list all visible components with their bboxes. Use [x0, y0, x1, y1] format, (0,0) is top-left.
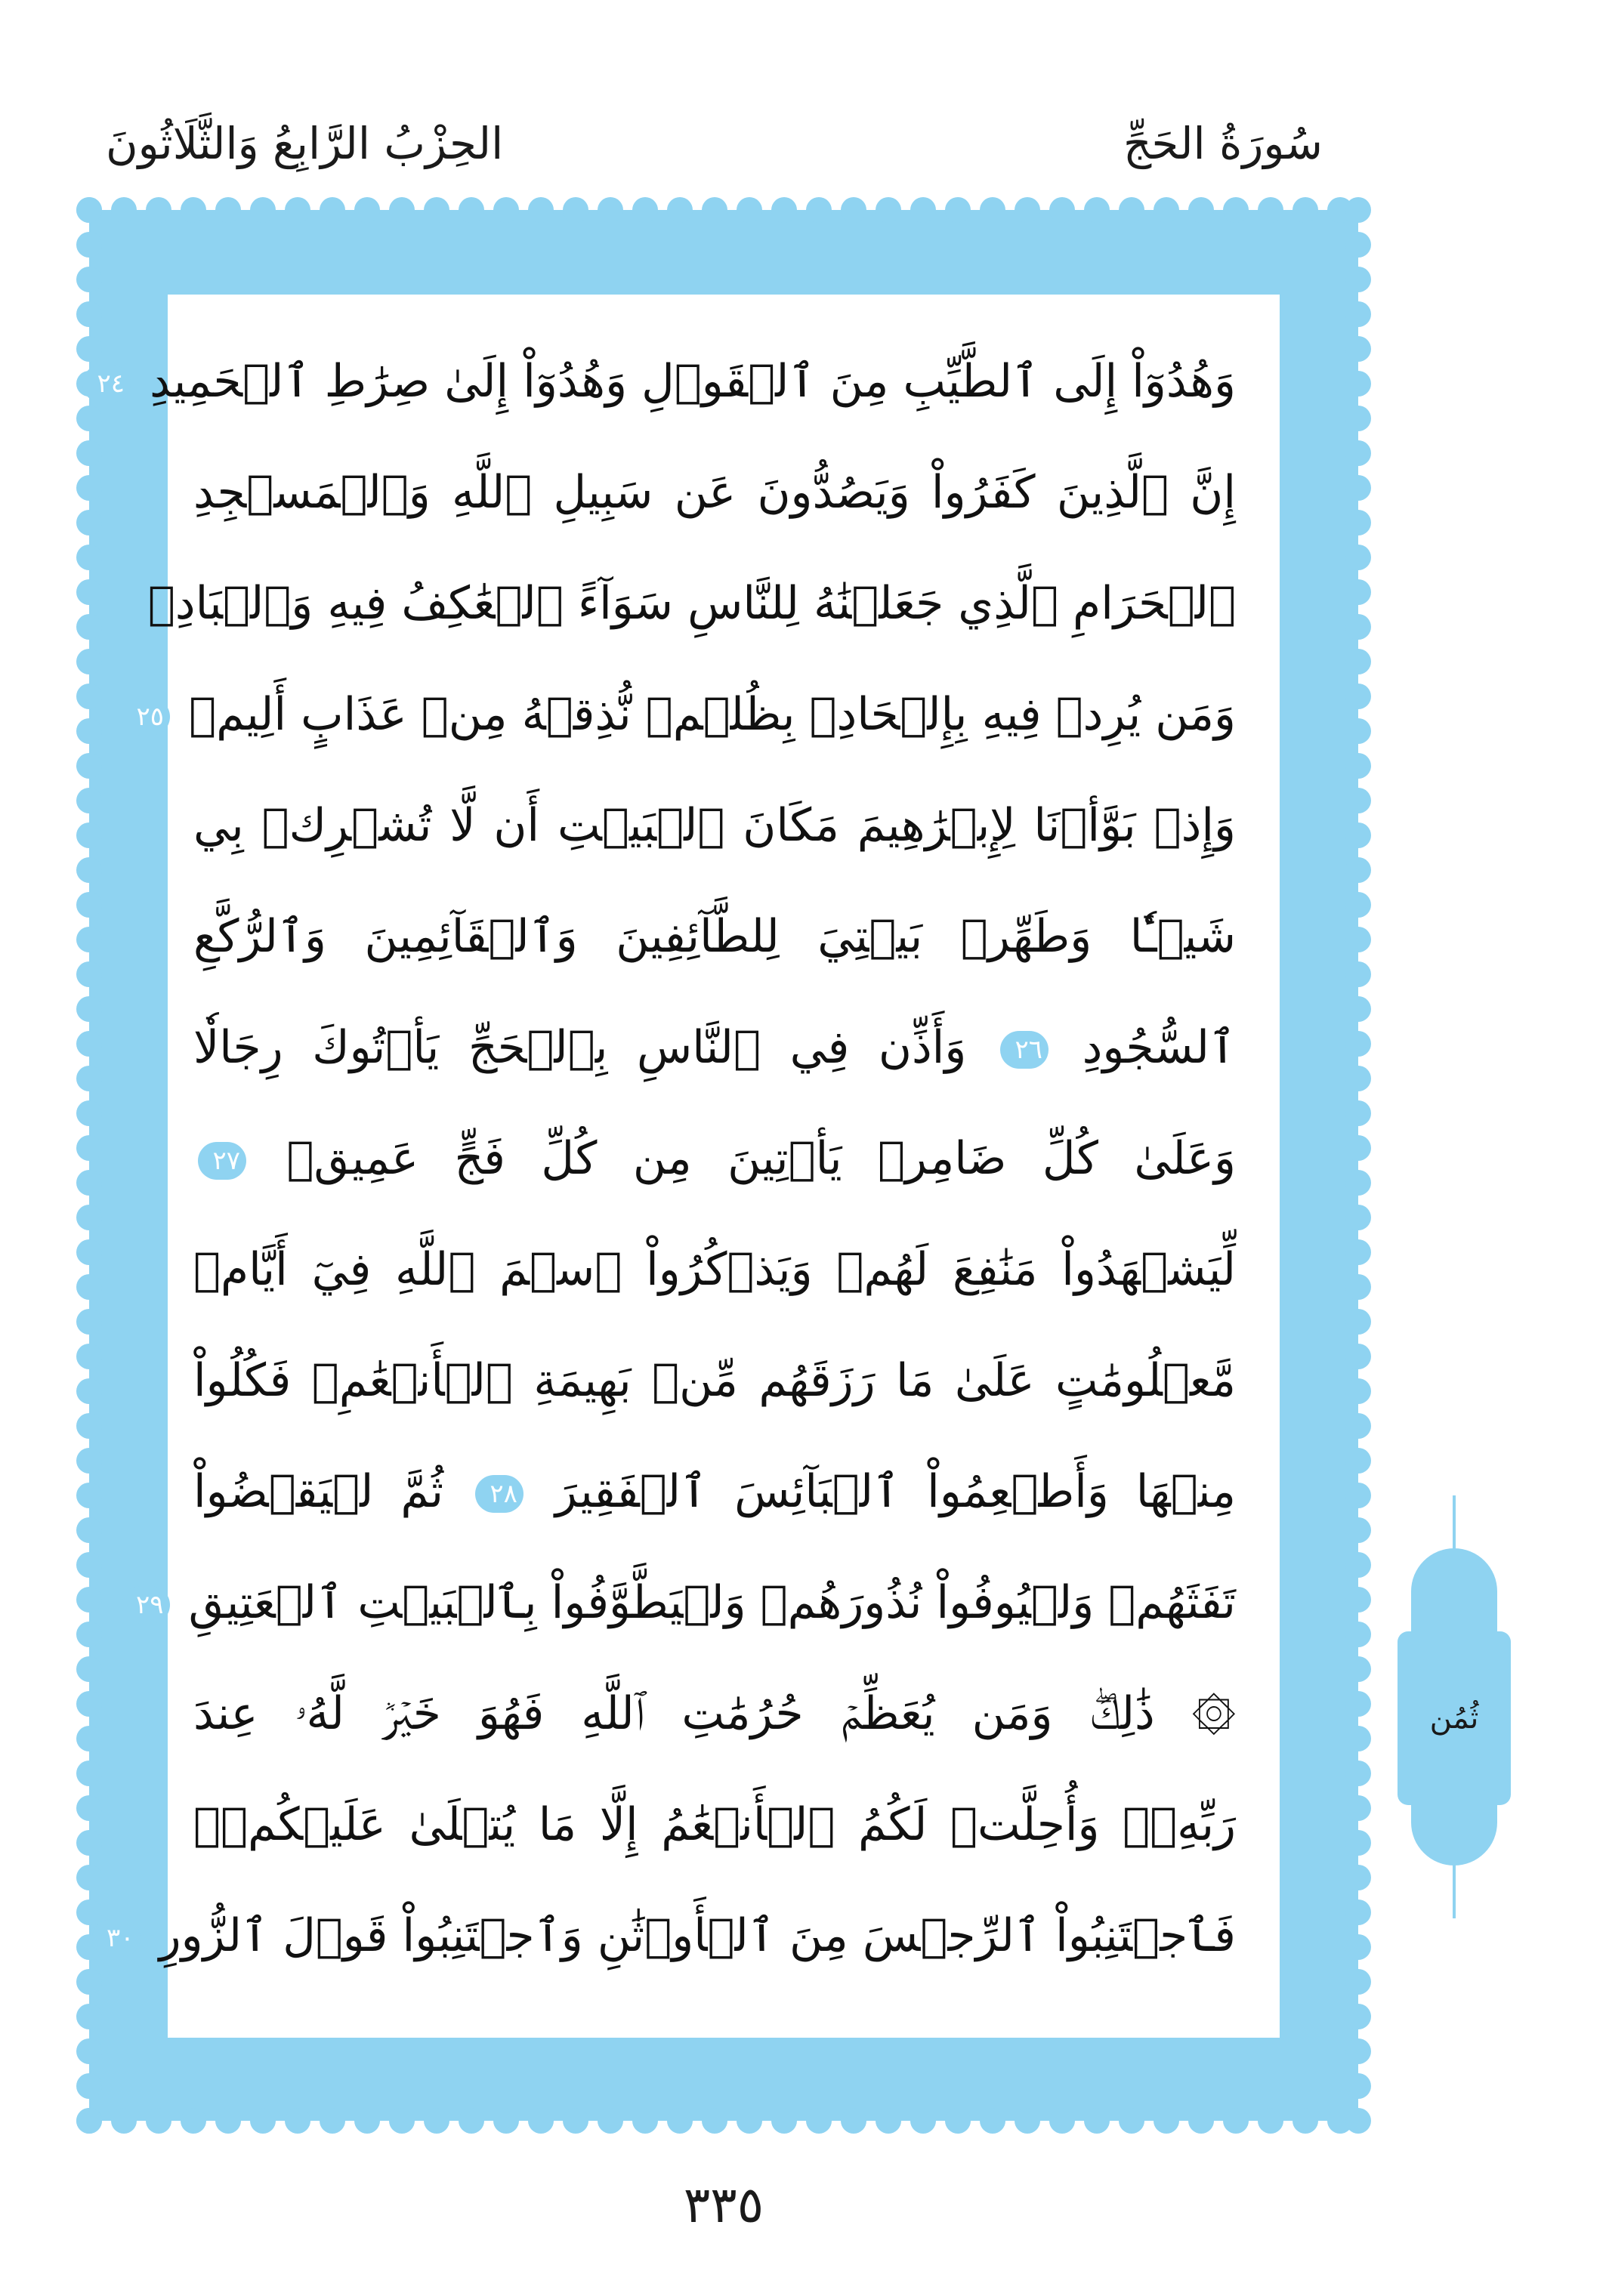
frame-scallop [389, 197, 415, 223]
ayah-line [193, 1343, 1236, 1418]
frame-scallop [76, 1587, 102, 1612]
frame-scallop [76, 1865, 102, 1890]
frame-scallop [1345, 475, 1371, 501]
ayah-line [136, 1565, 1236, 1640]
frame-scallop [76, 1830, 102, 1856]
frame-scallop [1345, 1378, 1371, 1404]
frame-scallop [320, 2108, 345, 2134]
frame-scallop [702, 197, 727, 223]
frame-scallop [1345, 961, 1371, 987]
frame-scallop [1345, 718, 1371, 744]
marker-stem-top [1453, 1495, 1456, 1556]
frame-scallop [76, 1483, 102, 1508]
frame-scallop [1188, 197, 1214, 223]
frame-scallop [1258, 2108, 1283, 2134]
ayah-number-marker: ٣٠ [92, 1919, 141, 1957]
frame-scallop [76, 1100, 102, 1126]
frame-scallop [1345, 788, 1371, 813]
frame-scallop [980, 197, 1005, 223]
frame-scallop [285, 197, 310, 223]
frame-scallop [1345, 1100, 1371, 1126]
frame-scallop [806, 197, 832, 223]
frame-scallop [1345, 1483, 1371, 1508]
frame-scallop [146, 197, 171, 223]
thumun-marker [1398, 1495, 1511, 1918]
frame-scallop [1345, 301, 1371, 327]
frame-scallop [76, 684, 102, 709]
ayah-number-marker: ٢٩ [122, 1586, 170, 1624]
frame-scallop [1345, 1205, 1371, 1230]
frame-scallop [146, 2108, 171, 2134]
frame-scallop [459, 197, 484, 223]
frame-scallop [945, 2108, 971, 2134]
frame-scallop [632, 2108, 658, 2134]
frame-scallop [1293, 2108, 1318, 2134]
frame-scallop [980, 2108, 1005, 2134]
frame-scallop [389, 2108, 415, 2134]
frame-scallop [1119, 197, 1144, 223]
frame-scallop [1223, 197, 1249, 223]
frame-scallop [1345, 1587, 1371, 1612]
frame-scallop [76, 1066, 102, 1091]
frame-scallop [1345, 996, 1371, 1022]
frame-scallop [1345, 1448, 1371, 1474]
frame-scallop [1345, 1066, 1371, 1091]
frame-scallop [1345, 1969, 1371, 1995]
frame-scallop [354, 2108, 380, 2134]
frame-scallop [1345, 2038, 1371, 2064]
frame-scallop [1049, 2108, 1075, 2134]
ayah-line [193, 1454, 1236, 1529]
frame-scallop [1345, 649, 1371, 674]
frame-scallop [1345, 1795, 1371, 1821]
frame-scallop [181, 197, 206, 223]
line-text: وَهُدُوٓاْ إِلَى ٱلطَّيِّبِ مِنَ ٱلۡقَوۡلِ وَهُدُوٓاْ إِلَىٰ صِرَٰطِ ٱلۡحَمِيدِ [150, 355, 1236, 408]
ayah-number-marker: ٢٨ [475, 1475, 523, 1513]
frame-scallop [76, 1691, 102, 1717]
frame-scallop [1345, 1830, 1371, 1856]
frame-scallop [76, 232, 102, 258]
frame-scallop [771, 2108, 797, 2134]
frame-scallop [215, 2108, 241, 2134]
frame-scallop [76, 1205, 102, 1230]
frame-scallop [1293, 197, 1318, 223]
frame-scallop [76, 1309, 102, 1335]
ayah-number-marker: ٢٧ [198, 1142, 246, 1180]
frame-scallop [667, 2108, 693, 2134]
frame-scallop [528, 197, 554, 223]
page-number: ٣٣٥ [683, 2176, 764, 2234]
frame-scallop [771, 197, 797, 223]
frame-scallop [76, 2073, 102, 2099]
frame-scallop [1345, 822, 1371, 848]
line-text: مِنۡهَا وَأَطۡعِمُواْ ٱلۡبَآئِسَ ٱلۡفَقِيرَ [554, 1465, 1236, 1518]
frame-scallop [1345, 892, 1371, 918]
frame-scallop [76, 2108, 102, 2134]
ayah-number-marker: ٢٥ [122, 698, 170, 736]
frame-scallop [76, 1517, 102, 1543]
frame-scallop [76, 1761, 102, 1786]
frame-scallop [76, 1552, 102, 1578]
frame-scallop [76, 718, 102, 744]
frame-scallop [76, 475, 102, 501]
frame-scallop [1345, 753, 1371, 779]
frame-scallop [76, 1622, 102, 1647]
frame-scallop [1345, 1274, 1371, 1300]
frame-scallop [1345, 267, 1371, 292]
frame-scallop [667, 197, 693, 223]
frame-scallop [76, 1344, 102, 1369]
frame-scallop [1345, 1517, 1371, 1543]
frame-scallop [354, 197, 380, 223]
frame-scallop [1345, 1865, 1371, 1890]
frame-scallop [1345, 1135, 1371, 1161]
line-text: مَّعۡلُومَٰتٍ عَلَىٰ مَا رَزَقَهُم مِّنۢ بَهِيمَةِ ٱلۡأَنۡعَٰمِۖ فَكُلُواْ [193, 1354, 1236, 1407]
frame-scallop [841, 197, 866, 223]
frame-scallop [1345, 371, 1371, 397]
frame-scallop [76, 892, 102, 918]
frame-scallop [632, 197, 658, 223]
line-text: وَعَلَىٰ كُلِّ ضَامِرٖ يَأۡتِينَ مِن كُلِّ فَجٍّ عَمِيقٖ [286, 1132, 1237, 1185]
frame-scallop [111, 2108, 137, 2134]
line-text: تَفَثَهُمۡ وَلۡيُوفُواْ نُذُورَهُمۡ وَلۡيَطَّوَّفُواْ بِٱلۡبَيۡتِ ٱلۡعَتِيقِ [188, 1576, 1236, 1629]
ayah-line [193, 1787, 1236, 1862]
ayah-line [97, 344, 1236, 419]
frame-scallop [76, 996, 102, 1022]
frame-scallop [1345, 1170, 1371, 1196]
frame-scallop [876, 2108, 901, 2134]
frame-scallop [493, 2108, 519, 2134]
frame-scallop [76, 1656, 102, 1682]
ayah-line [147, 566, 1236, 641]
frame-scallop [1345, 1413, 1371, 1439]
frame-scallop [1154, 197, 1179, 223]
frame-scallop [1345, 1934, 1371, 1960]
frame-scallop [1345, 2004, 1371, 2029]
line-text: ٱلسُّجُودِ [1082, 1021, 1237, 1074]
frame-scallop [528, 2108, 554, 2134]
frame-scallop [1258, 197, 1283, 223]
frame-scallop [76, 927, 102, 952]
frame-scallop [76, 267, 102, 292]
frame-scallop [1345, 1031, 1371, 1057]
line-text: إِنَّ ٱلَّذِينَ كَفَرُواْ وَيَصُدُّونَ عَن سَبِيلِ ٱللَّهِ وَٱلۡمَسۡجِدِ [193, 466, 1236, 519]
frame-scallop [910, 197, 936, 223]
frame-scallop [945, 197, 971, 223]
frame-scallop [1345, 545, 1371, 570]
frame-scallop [76, 301, 102, 327]
surah-name: سُورَةُ الحَجِّ [1123, 118, 1323, 169]
frame-scallop [493, 197, 519, 223]
frame-scallop [737, 2108, 762, 2134]
frame-scallop [1345, 1761, 1371, 1786]
ayah-line [193, 1232, 1236, 1307]
frame-scallop [1345, 614, 1371, 640]
frame-scallop [1345, 857, 1371, 883]
frame-scallop [76, 1413, 102, 1439]
frame-scallop [1345, 232, 1371, 258]
frame-scallop [76, 1726, 102, 1751]
frame-scallop [1345, 1344, 1371, 1369]
frame-scallop [76, 1135, 102, 1161]
frame-scallop [285, 2108, 310, 2134]
frame-scallop [1345, 1656, 1371, 1682]
thumun-label: ثُمُن [1429, 1701, 1479, 1736]
frame-scallop [1345, 1726, 1371, 1751]
frame-scallop [1345, 1309, 1371, 1335]
frame-scallop [1345, 336, 1371, 362]
frame-scallop [910, 2108, 936, 2134]
line-text: وَمَن يُرِدۡ فِيهِ بِإِلۡحَادِۭ بِظُلۡمٖ نُّذِقۡهُ مِنۡ عَذَابٍ أَلِيمٖ [189, 688, 1236, 741]
frame-scallop [1119, 2108, 1144, 2134]
frame-scallop [76, 1031, 102, 1057]
line-text: وَإِذۡ بَوَّأۡنَا لِإِبۡرَٰهِيمَ مَكَانَ ٱلۡبَيۡتِ أَن لَّا تُشۡرِكۡ بِي [193, 799, 1236, 852]
frame-scallop [876, 197, 901, 223]
line-text-continued: وَأَذِّن فِي ٱلنَّاسِ بِٱلۡحَجِّ يَأۡتُوكَ رِجَالٗا [193, 1021, 967, 1074]
frame-scallop [598, 2108, 623, 2134]
line-text: فَٱجۡتَنِبُواْ ٱلرِّجۡسَ مِنَ ٱلۡأَوۡثَٰنِ وَٱجۡتَنِبُواْ قَوۡلَ ٱلزُّورِ [159, 1909, 1236, 1962]
frame-scallop [76, 1795, 102, 1821]
line-text: رَبِّهِۦۗ وَأُحِلَّتۡ لَكُمُ ٱلۡأَنۡعَٰمُ إِلَّا مَا يُتۡلَىٰ عَلَيۡكُمۡۖ [193, 1798, 1236, 1851]
line-text: شَيۡـٔٗا وَطَهِّرۡ بَيۡتِيَ لِلطَّآئِفِينَ وَٱلۡقَآئِمِينَ وَٱلرُّكَّعِ [193, 910, 1236, 963]
frame-scallop [76, 1239, 102, 1265]
ayah-number-marker: ٢٦ [1000, 1031, 1049, 1069]
frame-scallop [1188, 2108, 1214, 2134]
ayah-line [193, 455, 1236, 530]
frame-scallop [1345, 1691, 1371, 1717]
frame-scallop [76, 2004, 102, 2029]
frame-scallop [76, 197, 102, 223]
frame-scallop [76, 545, 102, 570]
line-text: لِّيَشۡهَدُواْ مَنَٰفِعَ لَهُمۡ وَيَذۡكُرُواْ ٱسۡمَ ٱللَّهِ فِيٓ أَيَّامٖ [193, 1243, 1236, 1296]
frame-scallop [563, 197, 588, 223]
frame-scallop [76, 1378, 102, 1404]
frame-scallop [1049, 197, 1075, 223]
frame-scallop [1345, 510, 1371, 535]
frame-scallop [1223, 2108, 1249, 2134]
frame-scallop [459, 2108, 484, 2134]
frame-scallop [76, 1170, 102, 1196]
frame-scallop [76, 1448, 102, 1474]
frame-scallop [1345, 406, 1371, 431]
frame-scallop [111, 197, 137, 223]
frame-scallop [1345, 579, 1371, 605]
line-text-continued: ثُمَّ لۡيَقۡضُواْ [193, 1465, 444, 1518]
frame-scallop [1084, 2108, 1110, 2134]
frame-scallop [1345, 1899, 1371, 1925]
frame-scallop [1015, 197, 1040, 223]
frame-scallop [1345, 440, 1371, 466]
frame-scallop [1015, 2108, 1040, 2134]
ayah-line [193, 1676, 1236, 1751]
frame-scallop [737, 197, 762, 223]
line-text: ٱلۡحَرَامِ ٱلَّذِي جَعَلۡنَٰهُ لِلنَّاسِ سَوَآءً ٱلۡعَٰكِفُ فِيهِ وَٱلۡبَادِۚ [147, 577, 1236, 630]
ayah-line [107, 1898, 1236, 1974]
frame-scallop [1345, 2108, 1371, 2134]
frame-scallop [76, 857, 102, 883]
frame-scallop [76, 440, 102, 466]
frame-scallop [1345, 197, 1371, 223]
frame-scallop [1345, 684, 1371, 709]
frame-scallop [563, 2108, 588, 2134]
frame-scallop [76, 961, 102, 987]
frame-scallop [1154, 2108, 1179, 2134]
marker-stem-bottom [1453, 1850, 1456, 1918]
frame-scallop [181, 2108, 206, 2134]
frame-scallop [806, 2108, 832, 2134]
ayah-number-marker: ٢٤ [82, 365, 131, 403]
line-text: ۞ ذَٰلِكَۖ وَمَن يُعَظِّمۡ حُرُمَٰتِ ٱللَّهِ فَهُوَ خَيۡرٞ لَّهُۥ عِندَ [193, 1687, 1236, 1740]
frame-scallop [76, 579, 102, 605]
frame-scallop [1345, 1239, 1371, 1265]
frame-scallop [424, 197, 449, 223]
frame-scallop [702, 2108, 727, 2134]
frame-scallop [76, 510, 102, 535]
frame-scallop [841, 2108, 866, 2134]
ayah-line [136, 677, 1236, 752]
ayah-line [193, 1010, 1236, 1085]
hizb-name: الحِزْبُ الرَّابِعُ وَالثَّلَاثُونَ [106, 118, 504, 169]
frame-scallop [598, 197, 623, 223]
ayah-line [193, 1121, 1236, 1196]
frame-scallop [76, 614, 102, 640]
frame-scallop [1084, 197, 1110, 223]
ayah-line [193, 788, 1236, 863]
frame-scallop [250, 197, 276, 223]
frame-scallop [1345, 927, 1371, 952]
frame-scallop [424, 2108, 449, 2134]
frame-scallop [76, 649, 102, 674]
frame-scallop [1345, 1552, 1371, 1578]
frame-scallop [76, 822, 102, 848]
frame-scallop [76, 1274, 102, 1300]
frame-scallop [320, 197, 345, 223]
frame-scallop [1345, 1622, 1371, 1647]
ayah-line [193, 899, 1236, 974]
frame-scallop [76, 753, 102, 779]
frame-scallop [215, 197, 241, 223]
frame-scallop [250, 2108, 276, 2134]
frame-scallop [1345, 2073, 1371, 2099]
frame-scallop [76, 788, 102, 813]
frame-scallop [76, 2038, 102, 2064]
